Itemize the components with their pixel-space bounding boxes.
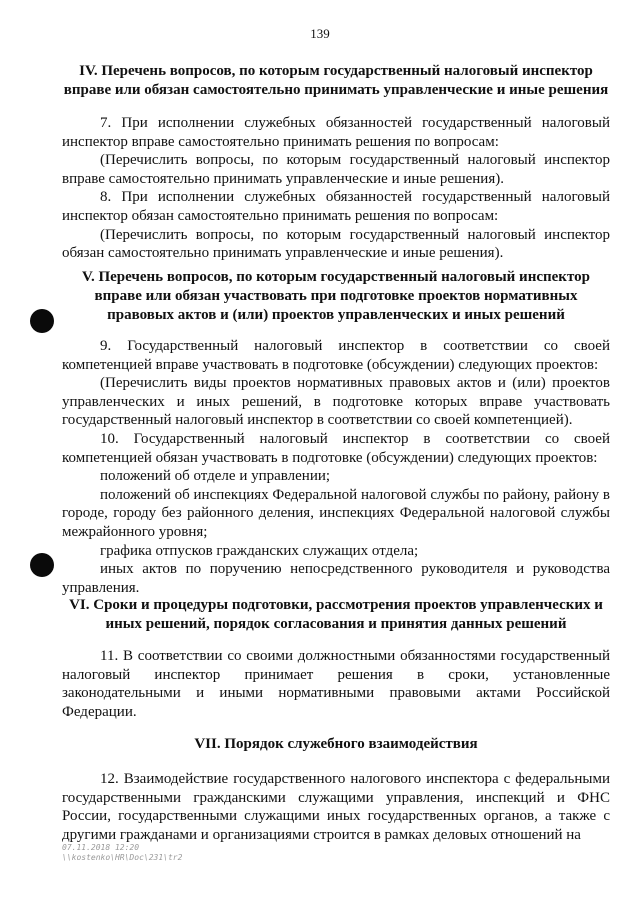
paragraph: иных актов по поручению непосредственного руководителя и руководства управления. xyxy=(62,561,610,596)
paragraph: графика отпусков гражданских служащих отдела; xyxy=(100,542,419,559)
section-6-body xyxy=(62,647,610,721)
print-stamp-path: \\kostenko\HR\Doc\231\tr2 xyxy=(62,853,183,862)
binder-hole xyxy=(30,553,54,577)
section-5-body xyxy=(62,337,610,597)
section-6-heading: VI. Сроки и процедуры подготовки, рассмотрения проектов управленческих и иных решений, порядок согласования и принятия данных решений xyxy=(69,597,603,632)
paragraph: положений об отделе и управлении; xyxy=(100,468,331,485)
paragraph: 9. Государственный налоговый инспектор в соответствии со своей компетенцией вправе участвовать в подготовке (обсуждении) следующих проектов: xyxy=(62,338,610,373)
binder-hole xyxy=(30,309,54,333)
paragraph: 7. При исполнении служебных обязанностей государственный налоговый инспектор вправе самостоятельно принимать решения по вопросам: xyxy=(62,115,610,150)
paragraph: 8. При исполнении служебных обязанностей государственный налоговый инспектор обязан самостоятельно принимать решения по вопросам: xyxy=(62,189,610,224)
section-4-heading: IV. Перечень вопросов, по которым государственный налоговый инспектор вправе или обязан самостоятельно принимать управленческие и иные решения xyxy=(63,63,609,98)
paragraph: 12. Взаимодействие государственного налогового инспектора с федеральными государственными гражданскими служащими управления, инспекций и ФНС России, государственными служащими иных государственных органов, а также с другими гражданами и организациями строится в рамках деловых отношений на xyxy=(62,771,610,843)
paragraph: 11. В соответствии со своими должностными обязанностями государственный налоговый инспектор принимает решения в сроки, установленные законодательными и иными нормативными правовыми актами Российской Федерации. xyxy=(62,648,610,720)
section-5-heading: V. Перечень вопросов, по которым государственный налоговый инспектор вправе или обязан участвовать при подготовке проектов нормативных правовых актов и (или) проектов управленческих и иных решений xyxy=(82,269,590,323)
page-number: 139 xyxy=(310,26,330,41)
section-7-heading: VII. Порядок служебного взаимодействия xyxy=(194,736,478,752)
print-stamp-date: 07.11.2018 12:20 xyxy=(62,843,140,852)
section-4-body xyxy=(62,114,610,263)
paragraph: (Перечислить вопросы, по которым государственный налоговый инспектор вправе самостоятельно принимать управленческие и иные решения). xyxy=(62,152,610,187)
section-7-body xyxy=(62,770,610,844)
print-stamp xyxy=(62,843,182,863)
paragraph: (Перечислить вопросы, по которым государственный налоговый инспектор обязан самостоятельно принимать управленческие и иные решения). xyxy=(62,226,610,262)
paragraph: положений об инспекциях Федеральной налоговой службы по району, району в городе, городу без районного деления, инспекциях Федеральной налоговой службы межрайонного уровня; xyxy=(62,486,610,540)
paragraph: 10. Государственный налоговый инспектор в соответствии со своей компетенцией обязан участвовать в подготовке (обсуждении) следующих проектов: xyxy=(62,430,610,466)
paragraph: (Перечислить виды проектов нормативных правовых актов и (или) проектов управленческих и иных решений, в подготовке которых вправе участвовать государственный налоговый инспектор в соответствии со своей компетенцией). xyxy=(62,375,610,429)
